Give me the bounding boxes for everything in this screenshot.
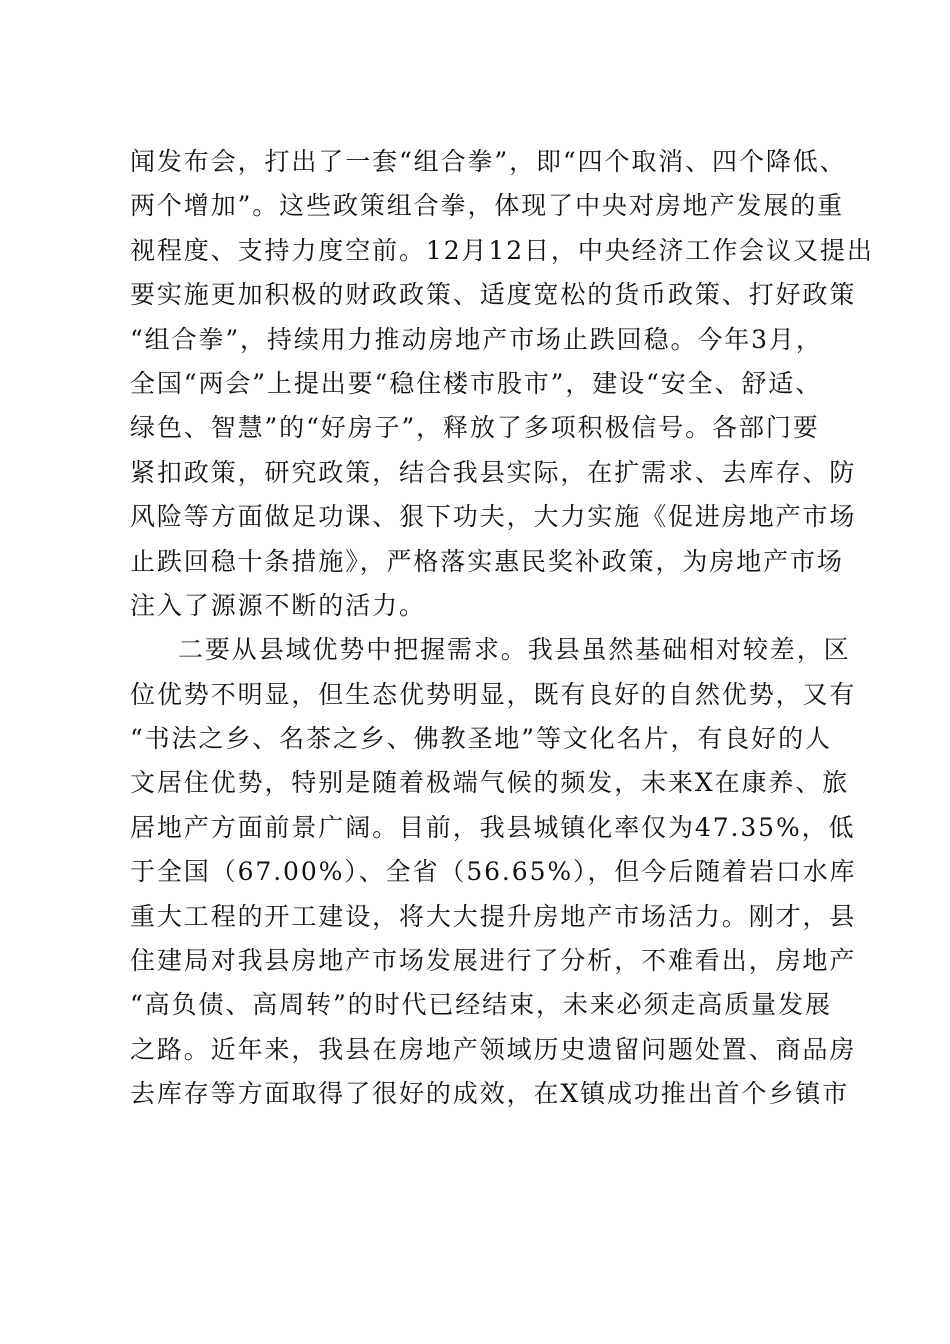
text-line-5: “组合拳”，持续用力推动房地产市场止跌回稳。今年3月，	[130, 324, 823, 354]
text-line-18: 重大工程的开工建设，将大大提升房地产市场活力。刚才，县	[130, 901, 857, 931]
text-line-12: 二要从县域优势中把握需求。我县虽然基础相对较差，区	[178, 635, 851, 665]
text-line-6: 全国“两会”上提出要“稳住楼市股市”，建设“安全、舒适、	[130, 368, 823, 398]
text-line-10: 止跌回稳十条措施》，严格落实惠民奖补政策，为房地产市场	[130, 546, 844, 576]
text-line-21: 之路。近年来，我县在房地产领域历史遗留问题处置、商品房	[130, 1034, 857, 1064]
text-line-9: 风险等方面做足功课、狠下功夫，大力实施《促进房地产市场	[130, 502, 857, 532]
text-line-19: 住建局对我县房地产市场发展进行了分析，不难看出，房地产	[130, 946, 857, 976]
text-line-14: “书法之乡、名茶之乡、佛教圣地”等文化名片，有良好的人	[130, 724, 832, 754]
text-line-11: 注入了源源不断的活力。	[130, 590, 426, 620]
text-line-8: 紧扣政策，研究政策，结合我县实际，在扩需求、去库存、防	[130, 457, 857, 487]
text-line-7: 绿色、智慧”的“好房子”，释放了多项积极信号。各部门要	[130, 413, 820, 443]
text-line-3: 视程度、支持力度空前。12月12日，中央经济工作会议又提出	[130, 235, 874, 265]
text-line-20: “高负债、高周转”的时代已经结束，未来必须走高质量发展	[130, 990, 832, 1020]
text-line-17: 于全国（67.00%）、全省（56.65%），但今后随着岩口水库	[130, 857, 857, 887]
text-line-1: 闻发布会，打出了一套“组合拳”，即“四个取消、四个降低、	[130, 147, 847, 176]
text-line-15: 文居住优势，特别是随着极端气候的频发，未来X在康养、旅	[130, 768, 850, 798]
text-line-13: 位优势不明显，但生态优势明显，既有良好的自然优势，又有	[130, 679, 857, 709]
text-line-22: 去库存等方面取得了很好的成效，在X镇成功推出首个乡镇市	[130, 1079, 850, 1109]
body-text	[130, 140, 874, 1117]
text-line-4: 要实施更加积极的财政政策、适度宽松的货币政策、打好政策	[130, 280, 857, 310]
text-line-2: 两个增加”。这些政策组合拳，体现了中央对房地产发展的重	[130, 191, 845, 221]
text-line-16: 居地产方面前景广阔。目前，我县城镇化率仅为47.35%，低	[130, 812, 856, 842]
